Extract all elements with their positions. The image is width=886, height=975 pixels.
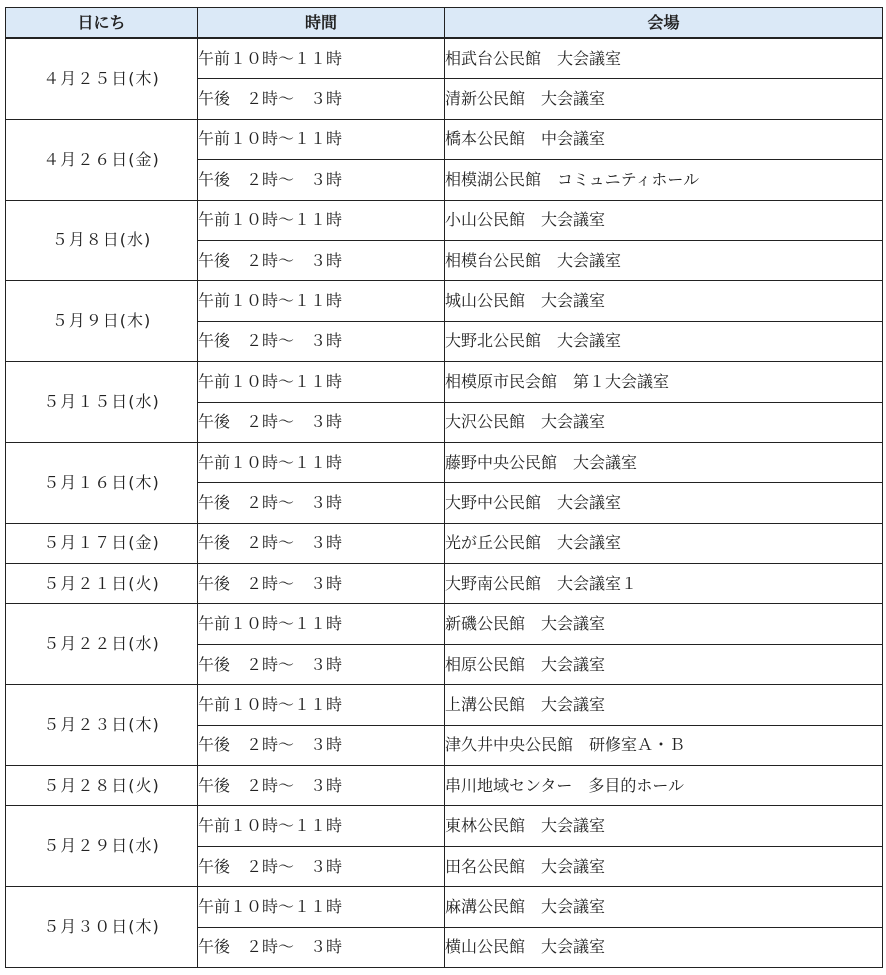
schedule-table: [5, 7, 883, 968]
date-cell: ５月１６日(木): [6, 442, 198, 523]
time-cell: 午後 ２時～ ３時: [198, 564, 445, 604]
time-cell: 午前１０時～１１時: [198, 362, 445, 402]
venue-cell: 田名公民館 大会議室: [445, 846, 883, 886]
table-row: [6, 685, 883, 725]
venue-cell: 津久井中央公民館 研修室Ａ・Ｂ: [445, 725, 883, 765]
date-cell: ５月３０日(木): [6, 887, 198, 968]
venue-cell: 城山公民館 大会議室: [445, 281, 883, 321]
venue-cell: 相原公民館 大会議室: [445, 644, 883, 684]
date-cell: ５月１５日(水): [6, 362, 198, 443]
venue-cell: 横山公民館 大会議室: [445, 927, 883, 967]
table-header: [6, 8, 883, 39]
header-date: 日にち: [6, 8, 198, 39]
date-cell: ５月９日(木): [6, 281, 198, 362]
time-cell: 午後 ２時～ ３時: [198, 927, 445, 967]
time-cell: 午前１０時～１１時: [198, 119, 445, 159]
date-cell: ５月２１日(火): [6, 564, 198, 604]
venue-cell: 新磯公民館 大会議室: [445, 604, 883, 644]
time-cell: 午後 ２時～ ３時: [198, 523, 445, 563]
venue-cell: 相武台公民館 大会議室: [445, 38, 883, 79]
time-cell: 午前１０時～１１時: [198, 38, 445, 79]
venue-cell: 東林公民館 大会議室: [445, 806, 883, 846]
table-row: [6, 887, 883, 927]
venue-cell: 光が丘公民館 大会議室: [445, 523, 883, 563]
time-cell: 午前１０時～１１時: [198, 442, 445, 482]
venue-cell: 相模湖公民館 コミュニティホール: [445, 160, 883, 200]
table-row: [6, 200, 883, 240]
venue-cell: 藤野中央公民館 大会議室: [445, 442, 883, 482]
header-time: 時間: [198, 8, 445, 39]
venue-cell: 大野北公民館 大会議室: [445, 321, 883, 361]
time-cell: 午後 ２時～ ３時: [198, 644, 445, 684]
table-row: [6, 604, 883, 644]
time-cell: 午後 ２時～ ３時: [198, 846, 445, 886]
venue-cell: 大沢公民館 大会議室: [445, 402, 883, 442]
date-cell: ５月２２日(水): [6, 604, 198, 685]
table-row: [6, 442, 883, 482]
table-row: [6, 281, 883, 321]
table-row: [6, 38, 883, 79]
venue-cell: 上溝公民館 大会議室: [445, 685, 883, 725]
table-row: [6, 523, 883, 563]
date-cell: ５月２３日(木): [6, 685, 198, 766]
time-cell: 午前１０時～１１時: [198, 604, 445, 644]
time-cell: 午後 ２時～ ３時: [198, 402, 445, 442]
venue-cell: 相模原市民会館 第１大会議室: [445, 362, 883, 402]
date-cell: ５月２９日(水): [6, 806, 198, 887]
table-row: [6, 362, 883, 402]
venue-cell: 大野中公民館 大会議室: [445, 483, 883, 523]
time-cell: 午前１０時～１１時: [198, 685, 445, 725]
date-cell: ５月１７日(金): [6, 523, 198, 563]
date-cell: ５月８日(水): [6, 200, 198, 281]
time-cell: 午後 ２時～ ３時: [198, 240, 445, 280]
time-cell: 午後 ２時～ ３時: [198, 483, 445, 523]
time-cell: 午前１０時～１１時: [198, 200, 445, 240]
table-row: [6, 564, 883, 604]
table-row: [6, 766, 883, 806]
time-cell: 午前１０時～１１時: [198, 806, 445, 846]
time-cell: 午前１０時～１１時: [198, 281, 445, 321]
time-cell: 午後 ２時～ ３時: [198, 321, 445, 361]
time-cell: 午前１０時～１１時: [198, 887, 445, 927]
venue-cell: 相模台公民館 大会議室: [445, 240, 883, 280]
venue-cell: 大野南公民館 大会議室１: [445, 564, 883, 604]
venue-cell: 橋本公民館 中会議室: [445, 119, 883, 159]
date-cell: ５月２８日(火): [6, 766, 198, 806]
date-cell: ４月２６日(金): [6, 119, 198, 200]
time-cell: 午後 ２時～ ３時: [198, 160, 445, 200]
header-venue: 会場: [445, 8, 883, 39]
time-cell: 午後 ２時～ ３時: [198, 725, 445, 765]
venue-cell: 麻溝公民館 大会議室: [445, 887, 883, 927]
table-row: [6, 119, 883, 159]
table-body: [6, 38, 883, 967]
venue-cell: 小山公民館 大会議室: [445, 200, 883, 240]
venue-cell: 串川地域センター 多目的ホール: [445, 766, 883, 806]
time-cell: 午後 ２時～ ３時: [198, 766, 445, 806]
table-row: [6, 806, 883, 846]
time-cell: 午後 ２時～ ３時: [198, 79, 445, 119]
date-cell: ４月２５日(木): [6, 38, 198, 119]
header-row: [6, 8, 883, 39]
venue-cell: 清新公民館 大会議室: [445, 79, 883, 119]
